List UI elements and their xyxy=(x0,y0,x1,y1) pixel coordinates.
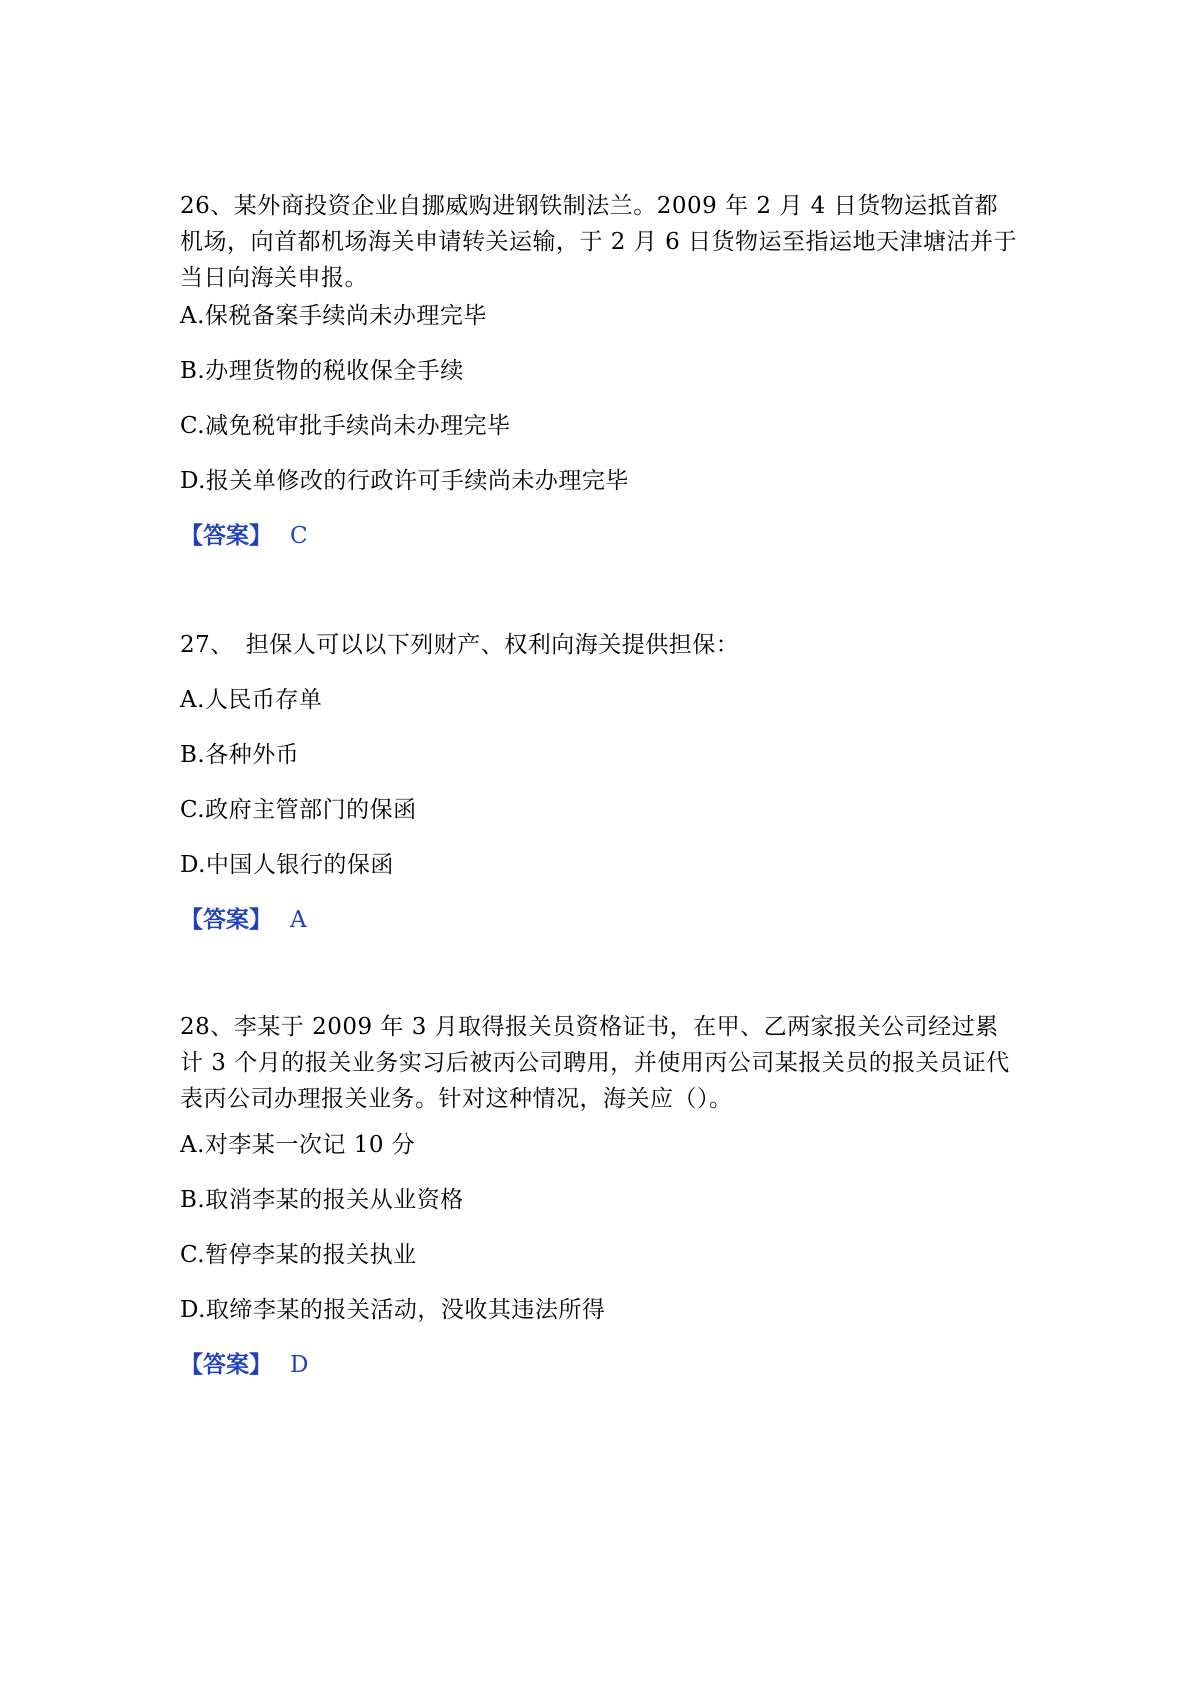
option-c: C.暂停李某的报关执业 xyxy=(180,1242,417,1268)
option-b: B.办理货物的税收保全手续 xyxy=(180,358,464,384)
option-c: C.减免税审批手续尚未办理完毕 xyxy=(180,413,511,439)
answer-line xyxy=(180,1347,308,1383)
question-stem: 27、 担保人可以以下列财产、权利向海关提供担保： xyxy=(180,632,740,658)
question-stem: 26、某外商投资企业自挪威购进钢铁制法兰。2009 年 2 月 4 日货物运抵首都机场，向首都机场海关申请转关运输，于 2 月 6 日货物运至指运地天津塘沽并于当日向海关申报。 xyxy=(180,193,1018,291)
option-a: A.人民币存单 xyxy=(180,687,323,713)
option-d: D.报关单修改的行政许可手续尚未办理完毕 xyxy=(180,468,629,494)
answer-label: 【答案】 xyxy=(180,523,272,549)
option-a: A.保税备案手续尚未办理完毕 xyxy=(180,303,487,329)
answer-line xyxy=(180,902,307,938)
option-b: B.取消李某的报关从业资格 xyxy=(180,1187,464,1213)
answer-value: A xyxy=(290,907,307,933)
answer-label: 【答案】 xyxy=(180,907,272,933)
question-28 xyxy=(180,1009,1020,1378)
question-26 xyxy=(180,188,1020,549)
option-b: B.各种外币 xyxy=(180,742,300,768)
question-27 xyxy=(180,627,1020,933)
answer-label: 【答案】 xyxy=(180,1352,272,1378)
option-d: D.取缔李某的报关活动，没收其违法所得 xyxy=(180,1297,606,1323)
answer-line xyxy=(180,518,308,554)
option-d: D.中国人银行的保函 xyxy=(180,852,394,878)
answer-value: D xyxy=(290,1352,309,1378)
answer-value: C xyxy=(290,523,308,549)
option-a: A.对李某一次记 10 分 xyxy=(180,1132,416,1158)
question-stem: 28、李某于 2009 年 3 月取得报关员资格证书，在甲、乙两家报关公司经过累计 3 个月的报关业务实习后被丙公司聘用，并使用丙公司某报关员的报关员证代表丙公司办理报关业务。针对这种情况，海关应（）。 xyxy=(180,1014,1010,1112)
option-c: C.政府主管部门的保函 xyxy=(180,797,417,823)
